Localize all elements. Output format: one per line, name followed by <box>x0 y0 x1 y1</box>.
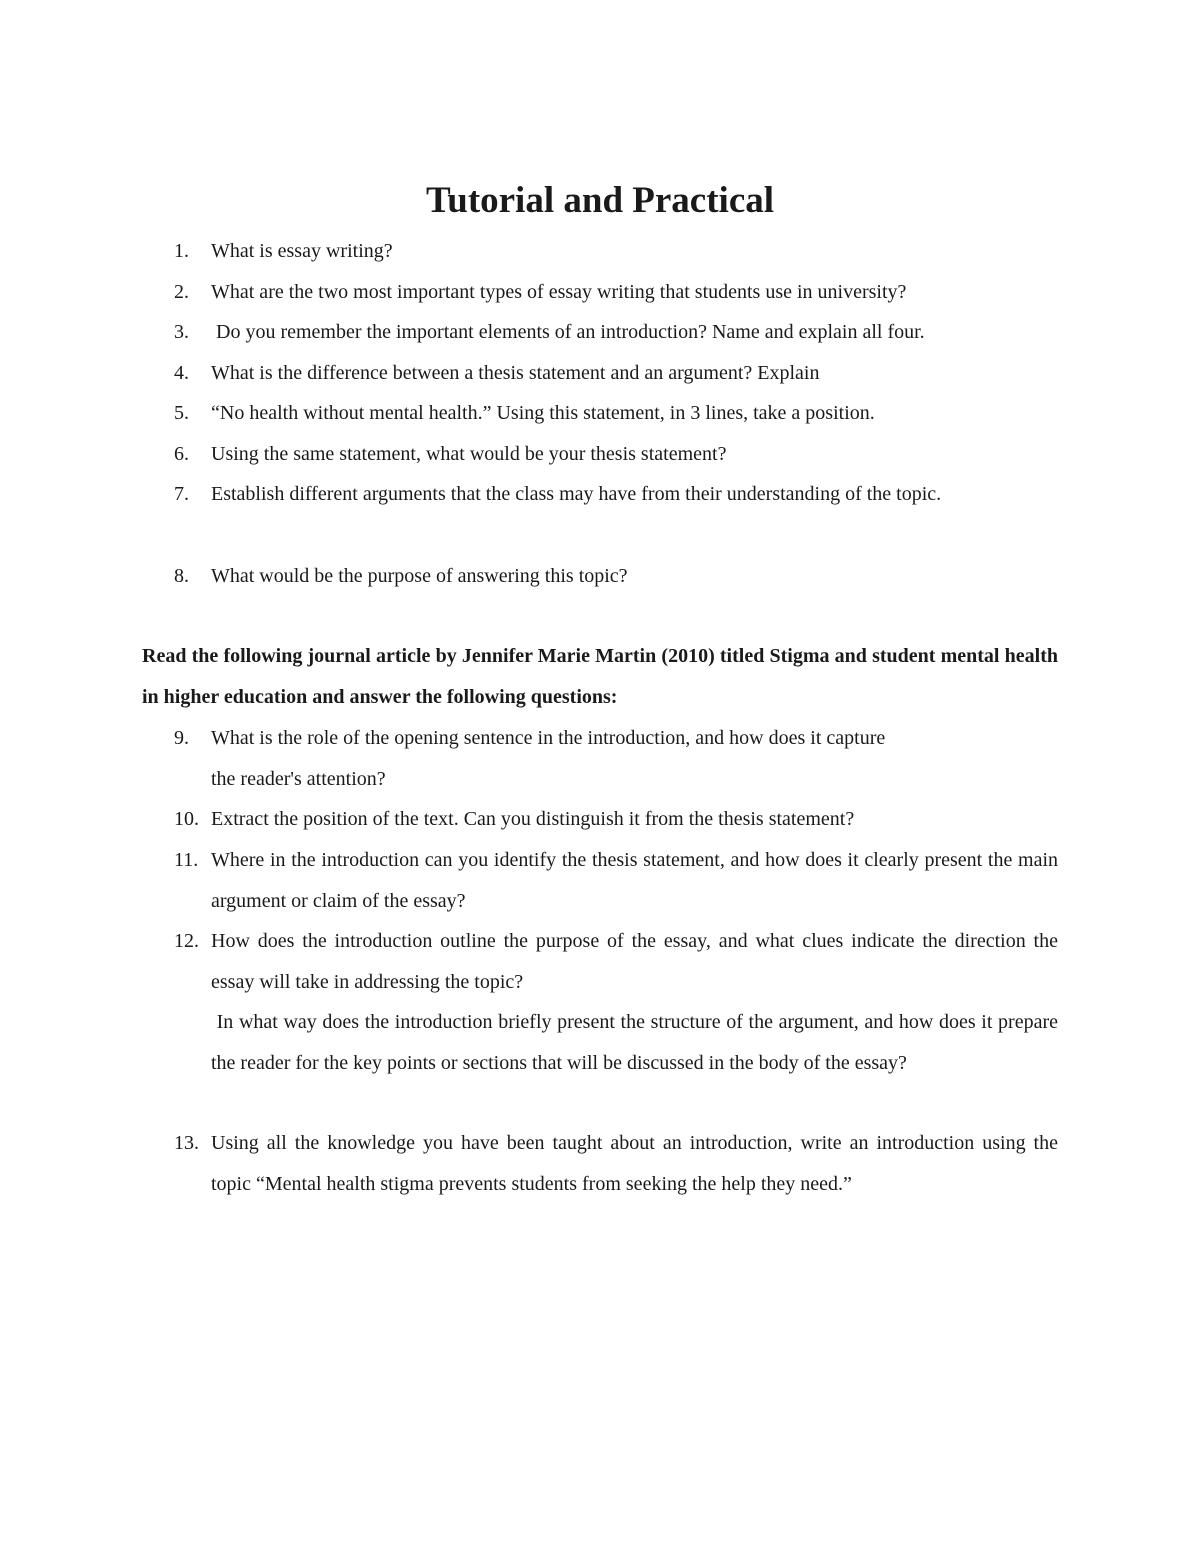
question-text-line: the reader's attention? <box>211 767 386 790</box>
reading-instruction: Read the following journal article by Jennifer Marie Martin (2010) titled Stigma and student mental health in higher education and answer the following questions: <box>142 645 1058 708</box>
question-text: Establish different arguments that the class may have from their understanding of the topic. <box>211 483 942 505</box>
question-text: Do you remember the important elements of an introduction? Name and explain all four. <box>211 321 925 343</box>
question-number: 10. <box>174 808 199 830</box>
question-text: What is the difference between a thesis statement and an argument? Explain <box>211 362 820 384</box>
question-number: 5. <box>174 402 189 424</box>
question-text-paragraph: In what way does the introduction briefly present the structure of the argument, and how does it prepare the reader for the key points or sections that will be discussed in the body of the essay? <box>211 1011 1063 1074</box>
question-text: Extract the position of the text. Can you distinguish it from the thesis statement? <box>211 808 855 830</box>
question-text: What would be the purpose of answering this topic? <box>211 565 628 587</box>
question-number: 9. <box>174 727 189 749</box>
question-text: What is essay writing? <box>211 240 393 262</box>
question-number: 7. <box>174 483 189 505</box>
question-text: “No health without mental health.” Using this statement, in 3 lines, take a position. <box>211 402 875 424</box>
question-number: 13. <box>174 1132 199 1154</box>
question-text: What are the two most important types of essay writing that students use in university? <box>211 281 907 303</box>
question-text <box>211 921 1063 1083</box>
question-number: 2. <box>174 281 189 303</box>
question-number: 12. <box>174 930 199 952</box>
question-text: Using the same statement, what would be your thesis statement? <box>211 443 727 465</box>
question-text <box>211 718 1058 799</box>
question-text-line: What is the role of the opening sentence in the introduction, and how does it capture <box>211 727 886 749</box>
question-number: 3. <box>174 321 189 343</box>
document-title: Tutorial and Practical <box>425 180 775 221</box>
question-number: 11. <box>174 849 199 871</box>
question-number: 1. <box>174 240 189 262</box>
question-number: 8. <box>174 565 189 587</box>
question-number: 6. <box>174 443 189 465</box>
question-text-paragraph: How does the introduction outline the purpose of the essay, and what clues indicate the direction the essay will take in addressing the topic? <box>211 930 1058 993</box>
question-number: 4. <box>174 362 189 384</box>
question-text: Where in the introduction can you identify the thesis statement, and how does it clearly present the main argument or claim of the essay? <box>211 849 1058 912</box>
question-text: Using all the knowledge you have been taught about an introduction, write an introduction using the topic “Mental health stigma prevents students from seeking the help they need.” <box>211 1132 1058 1195</box>
